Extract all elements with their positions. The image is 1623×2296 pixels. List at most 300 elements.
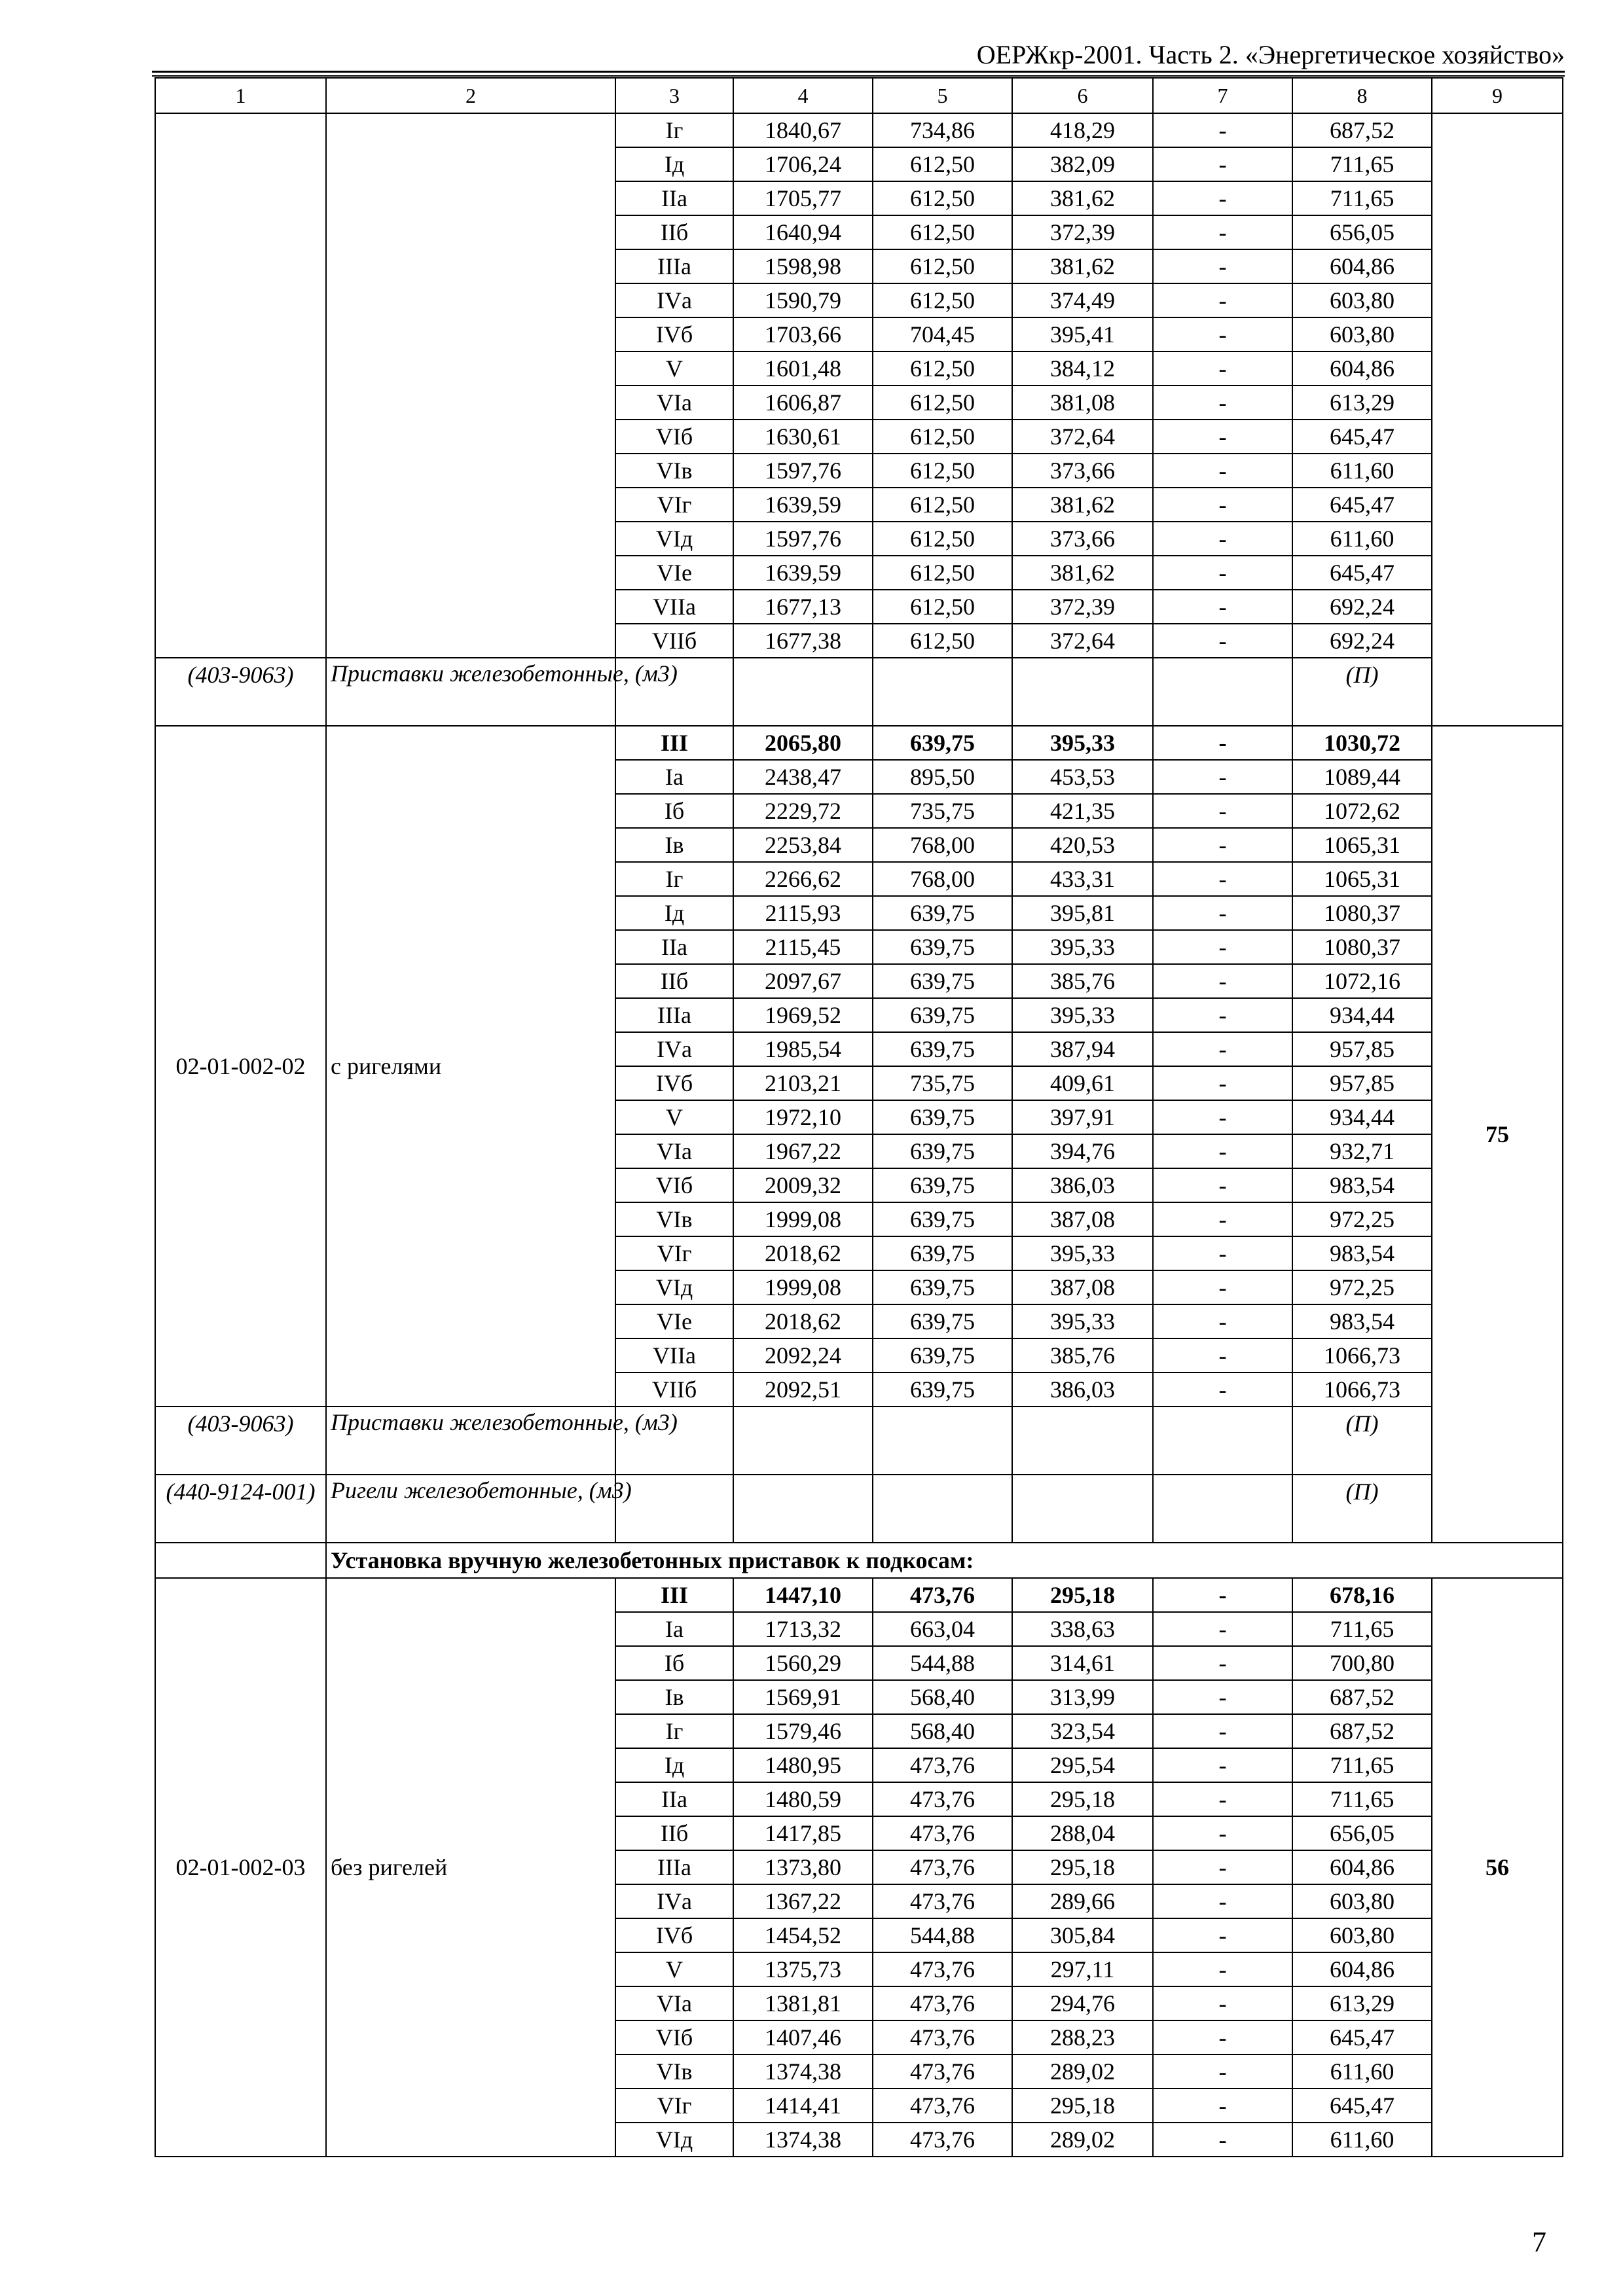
value-cell: 768,00: [873, 828, 1012, 862]
value-cell: 473,76: [873, 1578, 1012, 1612]
value-cell: 1601,48: [733, 351, 873, 386]
value-cell: 2253,84: [733, 828, 873, 862]
value-cell: -: [1153, 1066, 1292, 1100]
value-cell: 604,86: [1292, 1850, 1432, 1884]
value-cell: 1454,52: [733, 1918, 873, 1952]
value-cell: 612,50: [873, 488, 1012, 522]
empty-cell: [733, 1407, 873, 1475]
climate-zone-cell: VIе: [615, 1304, 733, 1338]
value-cell: -: [1153, 351, 1292, 386]
climate-zone-cell: VIе: [615, 556, 733, 590]
column-number: 8: [1292, 78, 1432, 113]
value-cell: -: [1153, 1952, 1292, 1986]
value-cell: 1999,08: [733, 1202, 873, 1236]
resource-code: (403-9063): [155, 658, 326, 726]
value-cell: -: [1153, 1646, 1292, 1680]
value-cell: 420,53: [1012, 828, 1153, 862]
value-cell: -: [1153, 964, 1292, 998]
value-cell: 2229,72: [733, 794, 873, 828]
value-cell: 1030,72: [1292, 726, 1432, 760]
value-cell: 1407,46: [733, 2020, 873, 2054]
value-cell: 692,24: [1292, 590, 1432, 624]
value-cell: 373,66: [1012, 454, 1153, 488]
value-cell: 395,33: [1012, 1236, 1153, 1270]
value-cell: -: [1153, 998, 1292, 1032]
value-cell: 385,76: [1012, 1338, 1153, 1372]
empty-cell: [1012, 1475, 1153, 1543]
value-cell: 453,53: [1012, 760, 1153, 794]
value-cell: 473,76: [873, 2123, 1012, 2157]
value-cell: 972,25: [1292, 1202, 1432, 1236]
value-cell: 639,75: [873, 1338, 1012, 1372]
table-row: [155, 658, 1563, 726]
value-cell: 395,33: [1012, 998, 1153, 1032]
value-cell: -: [1153, 1202, 1292, 1236]
empty-cell: [1012, 658, 1153, 726]
value-cell: 2103,21: [733, 1066, 873, 1100]
climate-zone-cell: VIIб: [615, 624, 733, 658]
value-cell: 381,62: [1012, 181, 1153, 215]
climate-zone-cell: IVа: [615, 1032, 733, 1066]
value-cell: 1072,16: [1292, 964, 1432, 998]
climate-zone-cell: V: [615, 1952, 733, 1986]
value-cell: 983,54: [1292, 1236, 1432, 1270]
value-cell: 323,54: [1012, 1714, 1153, 1748]
value-cell: 700,80: [1292, 1646, 1432, 1680]
value-cell: 2018,62: [733, 1304, 873, 1338]
value-cell: 611,60: [1292, 454, 1432, 488]
value-cell: 295,18: [1012, 2089, 1153, 2123]
value-cell: 1066,73: [1292, 1372, 1432, 1407]
table-row: [155, 726, 1563, 760]
value-cell: 1713,32: [733, 1612, 873, 1646]
value-cell: 473,76: [873, 1850, 1012, 1884]
value-cell: -: [1153, 1134, 1292, 1168]
value-cell: 1381,81: [733, 1986, 873, 2020]
value-cell: 2065,80: [733, 726, 873, 760]
value-cell: 611,60: [1292, 2054, 1432, 2089]
climate-zone-cell: III: [615, 726, 733, 760]
value-cell: 612,50: [873, 181, 1012, 215]
value-cell: 373,66: [1012, 522, 1153, 556]
section-title: Установка вручную железобетонных приставок к подкосам:: [326, 1543, 1563, 1578]
column-number: 4: [733, 78, 873, 113]
empty-cell: [1153, 658, 1292, 726]
empty-cell: [1153, 1407, 1292, 1475]
value-cell: 387,94: [1012, 1032, 1153, 1066]
value-cell: 711,65: [1292, 181, 1432, 215]
value-cell: 395,81: [1012, 896, 1153, 930]
value-cell: 1640,94: [733, 215, 873, 249]
value-cell: -: [1153, 590, 1292, 624]
value-cell: -: [1153, 1270, 1292, 1304]
value-cell: 639,75: [873, 998, 1012, 1032]
climate-zone-cell: III: [615, 1578, 733, 1612]
climate-zone-cell: VIд: [615, 1270, 733, 1304]
value-cell: 612,50: [873, 351, 1012, 386]
value-cell: 372,39: [1012, 590, 1153, 624]
table-row: [155, 1475, 1563, 1543]
value-cell: 386,03: [1012, 1168, 1153, 1202]
value-cell: -: [1153, 181, 1292, 215]
value-cell: 473,76: [873, 1952, 1012, 1986]
value-cell: 544,88: [873, 1918, 1012, 1952]
value-cell: 692,24: [1292, 624, 1432, 658]
value-cell: 1072,62: [1292, 794, 1432, 828]
climate-zone-cell: IVа: [615, 1884, 733, 1918]
value-cell: 639,75: [873, 1372, 1012, 1407]
value-cell: 385,76: [1012, 964, 1153, 998]
value-cell: 639,75: [873, 1032, 1012, 1066]
value-cell: -: [1153, 556, 1292, 590]
climate-zone-cell: Iв: [615, 1680, 733, 1714]
resource-note: (П): [1292, 658, 1432, 726]
resource-code: (403-9063): [155, 1407, 326, 1475]
climate-zone-cell: VIб: [615, 1168, 733, 1202]
value-cell: 381,08: [1012, 386, 1153, 420]
value-cell: 1374,38: [733, 2123, 873, 2157]
climate-zone-cell: VIа: [615, 1986, 733, 2020]
value-cell: 1630,61: [733, 420, 873, 454]
rate-code: 02-01-002-03: [155, 1578, 326, 2157]
value-cell: 295,54: [1012, 1748, 1153, 1782]
rate-name: с ригелями: [326, 726, 615, 1407]
column-number: 9: [1432, 78, 1563, 113]
climate-zone-cell: IIа: [615, 930, 733, 964]
rate-code: 02-01-002-02: [155, 726, 326, 1407]
value-cell: -: [1153, 1304, 1292, 1338]
value-cell: -: [1153, 317, 1292, 351]
value-cell: 934,44: [1292, 998, 1432, 1032]
value-cell: 1840,67: [733, 113, 873, 147]
value-cell: -: [1153, 1850, 1292, 1884]
value-cell: 568,40: [873, 1714, 1012, 1748]
value-cell: -: [1153, 1578, 1292, 1612]
value-cell: -: [1153, 283, 1292, 317]
value-cell: 314,61: [1012, 1646, 1153, 1680]
page-header: ОЕРЖкр-2001. Часть 2. «Энергетическое хозяйство»: [976, 40, 1565, 69]
value-cell: -: [1153, 896, 1292, 930]
value-cell: 1972,10: [733, 1100, 873, 1134]
value-cell: 711,65: [1292, 147, 1432, 181]
value-cell: 384,12: [1012, 351, 1153, 386]
resource-name: Приставки железобетонные, (м3): [326, 658, 615, 726]
value-cell: 473,76: [873, 2020, 1012, 2054]
climate-zone-cell: IVб: [615, 317, 733, 351]
value-cell: 711,65: [1292, 1748, 1432, 1782]
value-cell: 1639,59: [733, 556, 873, 590]
climate-zone-cell: VIг: [615, 2089, 733, 2123]
value-cell: 288,04: [1012, 1816, 1153, 1850]
value-cell: 704,45: [873, 317, 1012, 351]
climate-zone-cell: VIIа: [615, 590, 733, 624]
value-cell: 289,66: [1012, 1884, 1153, 1918]
value-cell: 735,75: [873, 794, 1012, 828]
value-cell: 1480,59: [733, 1782, 873, 1816]
empty-cell: [873, 1407, 1012, 1475]
value-cell: 1703,66: [733, 317, 873, 351]
value-cell: -: [1153, 828, 1292, 862]
col9-cell: [1432, 113, 1563, 726]
value-cell: -: [1153, 1338, 1292, 1372]
resource-name: Ригели железобетонные, (м3): [326, 1475, 615, 1543]
climate-zone-cell: IIб: [615, 1816, 733, 1850]
column-number: 3: [615, 78, 733, 113]
climate-zone-cell: Iб: [615, 794, 733, 828]
value-cell: 295,18: [1012, 1782, 1153, 1816]
climate-zone-cell: IIIа: [615, 998, 733, 1032]
value-cell: 1569,91: [733, 1680, 873, 1714]
table-row: [155, 113, 1563, 147]
value-cell: 372,64: [1012, 420, 1153, 454]
climate-zone-cell: VIв: [615, 1202, 733, 1236]
value-cell: 433,31: [1012, 862, 1153, 896]
value-cell: 372,39: [1012, 215, 1153, 249]
value-cell: 603,80: [1292, 283, 1432, 317]
climate-zone-cell: V: [615, 351, 733, 386]
value-cell: 734,86: [873, 113, 1012, 147]
climate-zone-cell: VIв: [615, 2054, 733, 2089]
value-cell: 735,75: [873, 1066, 1012, 1100]
value-cell: 386,03: [1012, 1372, 1153, 1407]
value-cell: -: [1153, 2054, 1292, 2089]
value-cell: -: [1153, 249, 1292, 283]
value-cell: 2438,47: [733, 760, 873, 794]
value-cell: 1985,54: [733, 1032, 873, 1066]
value-cell: 394,76: [1012, 1134, 1153, 1168]
value-cell: -: [1153, 794, 1292, 828]
climate-zone-cell: IIа: [615, 181, 733, 215]
value-cell: -: [1153, 1782, 1292, 1816]
climate-zone-cell: Iв: [615, 828, 733, 862]
value-cell: 1373,80: [733, 1850, 873, 1884]
value-cell: 612,50: [873, 556, 1012, 590]
value-cell: 297,11: [1012, 1952, 1153, 1986]
header-rule: [152, 75, 1565, 77]
climate-zone-cell: VIб: [615, 420, 733, 454]
resource-note: (П): [1292, 1407, 1432, 1475]
climate-zone-cell: VIб: [615, 2020, 733, 2054]
climate-zone-cell: V: [615, 1100, 733, 1134]
value-cell: 473,76: [873, 2054, 1012, 2089]
value-cell: 687,52: [1292, 113, 1432, 147]
value-cell: -: [1153, 1372, 1292, 1407]
climate-zone-cell: Iд: [615, 147, 733, 181]
column-number: 5: [873, 78, 1012, 113]
climate-zone-cell: VIг: [615, 1236, 733, 1270]
value-cell: 295,18: [1012, 1850, 1153, 1884]
value-cell: -: [1153, 488, 1292, 522]
value-cell: 313,99: [1012, 1680, 1153, 1714]
value-cell: 612,50: [873, 420, 1012, 454]
value-cell: -: [1153, 522, 1292, 556]
value-cell: 678,16: [1292, 1578, 1432, 1612]
value-cell: -: [1153, 760, 1292, 794]
value-cell: 1597,76: [733, 522, 873, 556]
value-cell: 2009,32: [733, 1168, 873, 1202]
value-cell: 289,02: [1012, 2054, 1153, 2089]
value-cell: 645,47: [1292, 420, 1432, 454]
value-cell: 2092,51: [733, 1372, 873, 1407]
climate-zone-cell: Iа: [615, 760, 733, 794]
value-cell: 295,18: [1012, 1578, 1153, 1612]
value-cell: 983,54: [1292, 1304, 1432, 1338]
value-cell: -: [1153, 1236, 1292, 1270]
value-cell: 2092,24: [733, 1338, 873, 1372]
value-cell: 1598,98: [733, 249, 873, 283]
value-cell: 421,35: [1012, 794, 1153, 828]
value-cell: 568,40: [873, 1680, 1012, 1714]
value-cell: 288,23: [1012, 2020, 1153, 2054]
value-cell: 612,50: [873, 454, 1012, 488]
value-cell: 932,71: [1292, 1134, 1432, 1168]
value-cell: -: [1153, 1168, 1292, 1202]
value-cell: -: [1153, 147, 1292, 181]
value-cell: 473,76: [873, 1884, 1012, 1918]
value-cell: -: [1153, 386, 1292, 420]
value-cell: -: [1153, 1680, 1292, 1714]
value-cell: 1560,29: [733, 1646, 873, 1680]
value-cell: 381,62: [1012, 488, 1153, 522]
value-cell: 612,50: [873, 249, 1012, 283]
value-cell: 612,50: [873, 522, 1012, 556]
value-cell: 2115,45: [733, 930, 873, 964]
value-cell: 1480,95: [733, 1748, 873, 1782]
value-cell: 473,76: [873, 1816, 1012, 1850]
climate-zone-cell: IVа: [615, 283, 733, 317]
value-cell: 374,49: [1012, 283, 1153, 317]
value-cell: -: [1153, 215, 1292, 249]
value-cell: 611,60: [1292, 522, 1432, 556]
value-cell: -: [1153, 862, 1292, 896]
value-cell: 1374,38: [733, 2054, 873, 2089]
resource-code: (440-9124-001): [155, 1475, 326, 1543]
value-cell: 711,65: [1292, 1612, 1432, 1646]
value-cell: 372,64: [1012, 624, 1153, 658]
value-cell: 612,50: [873, 147, 1012, 181]
value-cell: 395,33: [1012, 1304, 1153, 1338]
value-cell: 603,80: [1292, 317, 1432, 351]
value-cell: 1606,87: [733, 386, 873, 420]
value-cell: 409,61: [1012, 1066, 1153, 1100]
value-cell: -: [1153, 1748, 1292, 1782]
value-cell: 305,84: [1012, 1918, 1153, 1952]
empty-cell: [155, 1543, 326, 1578]
value-cell: 639,75: [873, 726, 1012, 760]
value-cell: 1080,37: [1292, 930, 1432, 964]
value-cell: 639,75: [873, 964, 1012, 998]
climate-zone-cell: IIб: [615, 964, 733, 998]
climate-zone-cell: IIб: [615, 215, 733, 249]
value-cell: 1080,37: [1292, 896, 1432, 930]
value-cell: 382,09: [1012, 147, 1153, 181]
value-cell: 687,52: [1292, 1714, 1432, 1748]
value-cell: 957,85: [1292, 1032, 1432, 1066]
value-cell: 1639,59: [733, 488, 873, 522]
climate-zone-cell: VIг: [615, 488, 733, 522]
value-cell: -: [1153, 420, 1292, 454]
value-cell: -: [1153, 1100, 1292, 1134]
rate-name: без ригелей: [326, 1578, 615, 2157]
value-cell: 612,50: [873, 386, 1012, 420]
value-cell: 294,76: [1012, 1986, 1153, 2020]
value-cell: 711,65: [1292, 1782, 1432, 1816]
value-cell: 338,63: [1012, 1612, 1153, 1646]
climate-zone-cell: IVб: [615, 1066, 733, 1100]
climate-zone-cell: VIа: [615, 1134, 733, 1168]
climate-zone-cell: IIIа: [615, 249, 733, 283]
climate-zone-cell: VIIб: [615, 1372, 733, 1407]
value-cell: 1066,73: [1292, 1338, 1432, 1372]
value-cell: 473,76: [873, 1748, 1012, 1782]
value-cell: 544,88: [873, 1646, 1012, 1680]
table-row: [155, 1407, 1563, 1475]
value-cell: 603,80: [1292, 1884, 1432, 1918]
value-cell: 603,80: [1292, 1918, 1432, 1952]
value-cell: -: [1153, 113, 1292, 147]
value-cell: -: [1153, 930, 1292, 964]
column-number: 1: [155, 78, 326, 113]
value-cell: 381,62: [1012, 249, 1153, 283]
value-cell: 639,75: [873, 896, 1012, 930]
value-cell: -: [1153, 2123, 1292, 2157]
value-cell: 613,29: [1292, 386, 1432, 420]
value-cell: 983,54: [1292, 1168, 1432, 1202]
table-row: [155, 1578, 1563, 1612]
name-cell: [326, 113, 615, 658]
column-number: 2: [326, 78, 615, 113]
column-number: 7: [1153, 78, 1292, 113]
climate-zone-cell: VIд: [615, 2123, 733, 2157]
col9-value: 56: [1432, 1578, 1563, 2157]
value-cell: 604,86: [1292, 351, 1432, 386]
value-cell: 1417,85: [733, 1816, 873, 1850]
value-cell: 612,50: [873, 283, 1012, 317]
climate-zone-cell: VIIа: [615, 1338, 733, 1372]
value-cell: 612,50: [873, 624, 1012, 658]
header-rule: [152, 71, 1565, 73]
value-cell: 395,33: [1012, 726, 1153, 760]
value-cell: -: [1153, 1816, 1292, 1850]
climate-zone-cell: Iд: [615, 896, 733, 930]
value-cell: 639,75: [873, 1304, 1012, 1338]
value-cell: 957,85: [1292, 1066, 1432, 1100]
empty-cell: [733, 1475, 873, 1543]
climate-zone-cell: IIа: [615, 1782, 733, 1816]
value-cell: 639,75: [873, 1202, 1012, 1236]
climate-zone-cell: VIа: [615, 386, 733, 420]
value-cell: 612,50: [873, 215, 1012, 249]
empty-cell: [1153, 1475, 1292, 1543]
value-cell: 645,47: [1292, 2089, 1432, 2123]
value-cell: 639,75: [873, 1134, 1012, 1168]
value-cell: -: [1153, 1714, 1292, 1748]
value-cell: -: [1153, 2089, 1292, 2123]
empty-cell: [615, 1475, 733, 1543]
value-cell: 2097,67: [733, 964, 873, 998]
col9-value: 75: [1432, 726, 1563, 1543]
value-cell: 613,29: [1292, 1986, 1432, 2020]
climate-zone-cell: Iг: [615, 1714, 733, 1748]
value-cell: 768,00: [873, 862, 1012, 896]
value-cell: 687,52: [1292, 1680, 1432, 1714]
value-cell: -: [1153, 1986, 1292, 2020]
value-cell: -: [1153, 624, 1292, 658]
value-cell: 418,29: [1012, 113, 1153, 147]
value-cell: 645,47: [1292, 556, 1432, 590]
value-cell: -: [1153, 1884, 1292, 1918]
value-cell: 1579,46: [733, 1714, 873, 1748]
